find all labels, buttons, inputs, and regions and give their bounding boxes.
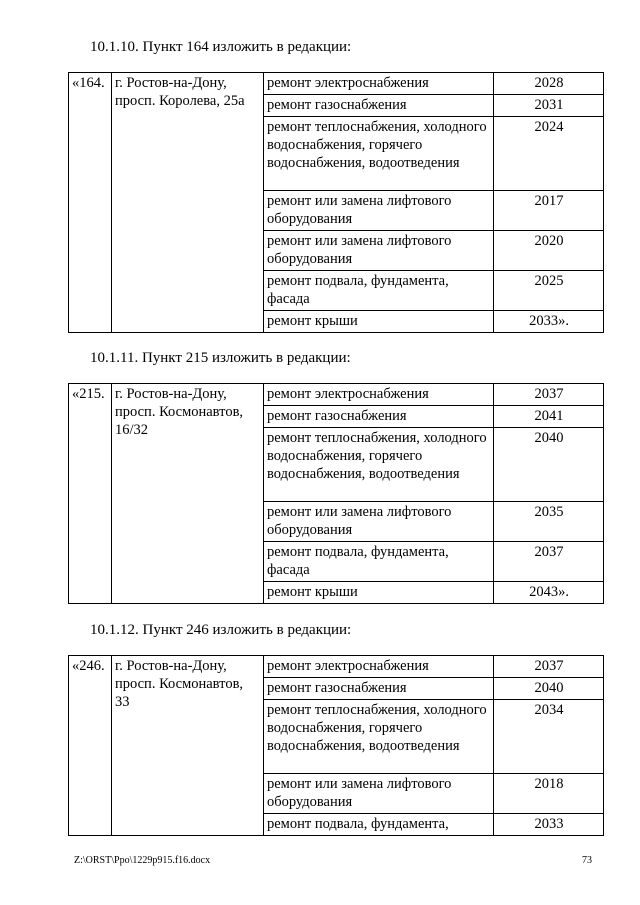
year-cell: 2034 <box>494 700 604 774</box>
year-cell: 2033». <box>494 311 604 333</box>
work-type-cell: ремонт теплоснабжения, холодного водоснабжения, горячего водоснабжения, водоотведения <box>264 700 494 774</box>
work-type-cell: ремонт крыши <box>264 311 494 333</box>
year-cell: 2031 <box>494 95 604 117</box>
section-heading-164: 10.1.10. Пункт 164 изложить в редакции: <box>90 39 352 55</box>
item-number: «246. <box>69 656 112 836</box>
year-cell: 2037 <box>494 656 604 678</box>
page-number: 73 <box>582 855 592 866</box>
year-cell: 2017 <box>494 191 604 231</box>
work-type-cell: ремонт газоснабжения <box>264 406 494 428</box>
table-row <box>69 384 604 406</box>
work-type-cell: ремонт или замена лифтового оборудования <box>264 231 494 271</box>
work-type-cell: ремонт или замена лифтового оборудования <box>264 191 494 231</box>
year-cell: 2037 <box>494 384 604 406</box>
work-type-cell: ремонт газоснабжения <box>264 678 494 700</box>
address-cell: г. Ростов-на-Дону, просп. Космонавтов, 16/32 <box>112 384 264 604</box>
year-cell: 2018 <box>494 774 604 814</box>
work-type-cell: ремонт газоснабжения <box>264 95 494 117</box>
item-number: «215. <box>69 384 112 604</box>
repair-table-246 <box>68 655 604 836</box>
work-type-cell: ремонт подвала, фундамента, фасада <box>264 542 494 582</box>
year-cell: 2037 <box>494 542 604 582</box>
year-cell: 2040 <box>494 428 604 502</box>
work-type-cell: ремонт электроснабжения <box>264 656 494 678</box>
year-cell: 2033 <box>494 814 604 836</box>
work-type-cell: ремонт электроснабжения <box>264 384 494 406</box>
work-type-cell: ремонт теплоснабжения, холодного водоснабжения, горячего водоснабжения, водоотведения <box>264 117 494 191</box>
address-cell: г. Ростов-на-Дону, просп. Космонавтов, 33 <box>112 656 264 836</box>
work-type-cell: ремонт или замена лифтового оборудования <box>264 774 494 814</box>
work-type-cell: ремонт подвала, фундамента, фасада <box>264 271 494 311</box>
section-heading-215: 10.1.11. Пункт 215 изложить в редакции: <box>90 350 351 366</box>
work-type-cell: ремонт подвала, фундамента, <box>264 814 494 836</box>
repair-table-164 <box>68 72 604 333</box>
repair-table-215 <box>68 383 604 604</box>
work-type-cell: ремонт крыши <box>264 582 494 604</box>
year-cell: 2024 <box>494 117 604 191</box>
address-cell: г. Ростов-на-Дону, просп. Королева, 25а <box>112 73 264 333</box>
table-row <box>69 656 604 678</box>
year-cell: 2035 <box>494 502 604 542</box>
table-row <box>69 73 604 95</box>
year-cell: 2025 <box>494 271 604 311</box>
year-cell: 2043». <box>494 582 604 604</box>
year-cell: 2040 <box>494 678 604 700</box>
work-type-cell: ремонт или замена лифтового оборудования <box>264 502 494 542</box>
year-cell: 2028 <box>494 73 604 95</box>
year-cell: 2020 <box>494 231 604 271</box>
year-cell: 2041 <box>494 406 604 428</box>
footer-file-path: Z:\ORST\Ppo\1229p915.f16.docx <box>74 855 211 866</box>
section-heading-246: 10.1.12. Пункт 246 изложить в редакции: <box>90 622 352 638</box>
item-number: «164. <box>69 73 112 333</box>
work-type-cell: ремонт электроснабжения <box>264 73 494 95</box>
work-type-cell: ремонт теплоснабжения, холодного водоснабжения, горячего водоснабжения, водоотведения <box>264 428 494 502</box>
